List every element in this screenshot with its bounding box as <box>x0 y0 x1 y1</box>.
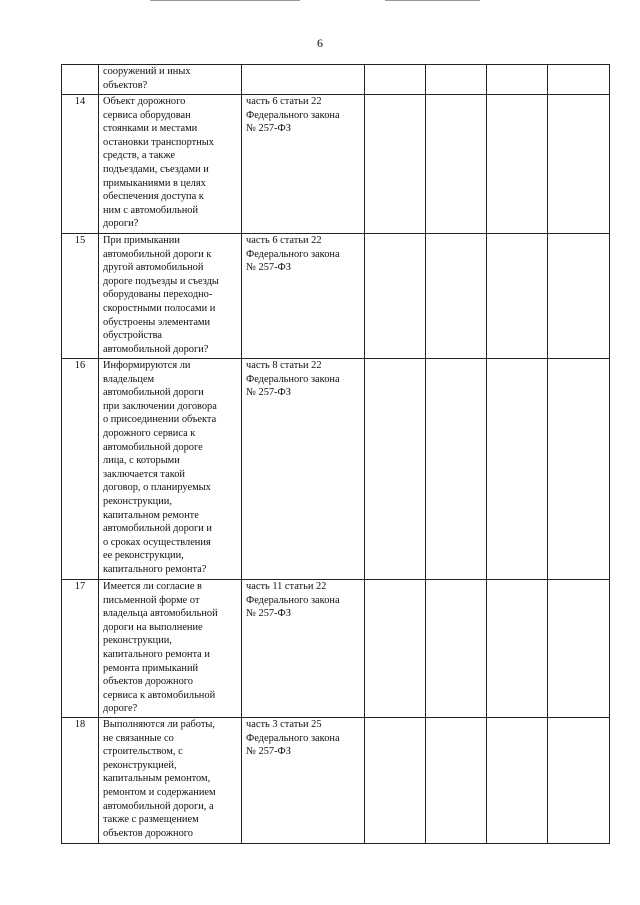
answer-cell <box>548 95 610 234</box>
legal-reference-cell: часть 11 статьи 22 Федерального закона № 257-ФЗ <box>242 580 365 718</box>
row-number: 15 <box>62 234 99 359</box>
row-number: 16 <box>62 359 99 580</box>
answer-cell <box>365 580 426 718</box>
table-row <box>62 234 610 359</box>
answer-cell <box>487 718 548 844</box>
answer-cell <box>426 580 487 718</box>
answer-cell <box>548 359 610 580</box>
answer-cell <box>365 65 426 95</box>
question-cell: При примыкании автомобильной дороги к другой автомобильной дороге подъезды и съезды оборудованы переходно- скоростными полосами и обустроены элементами обустройства автомобильной дороги? <box>99 234 242 359</box>
row-number: 14 <box>62 95 99 234</box>
scan-edge-mark-left <box>150 0 300 1</box>
checklist-table <box>61 64 610 844</box>
table-row <box>62 65 610 95</box>
answer-cell <box>365 95 426 234</box>
answer-cell <box>487 580 548 718</box>
answer-cell <box>365 234 426 359</box>
page-number: 6 <box>317 36 323 50</box>
question-cell: Выполняются ли работы, не связанные со строительством, с реконструкцией, капитальным ремонтом, ремонтом и содержанием автомобильной дороги, а также с размещением объектов дорожного <box>99 718 242 844</box>
answer-cell <box>426 718 487 844</box>
question-cell: сооружений и иных объектов? <box>99 65 242 95</box>
table-row <box>62 95 610 234</box>
legal-reference-cell: часть 3 статьи 25 Федерального закона № 257-ФЗ <box>242 718 365 844</box>
answer-cell <box>548 65 610 95</box>
question-cell: Имеется ли согласие в письменной форме от владельца автомобильной дороги на выполнение реконструкции, капитального ремонта и ремонта примыканий объектов дорожного сервиса к автомобильной дороге? <box>99 580 242 718</box>
answer-cell <box>548 718 610 844</box>
answer-cell <box>426 95 487 234</box>
answer-cell <box>426 234 487 359</box>
answer-cell <box>487 359 548 580</box>
answer-cell <box>548 234 610 359</box>
answer-cell <box>365 718 426 844</box>
table-row <box>62 359 610 580</box>
legal-reference-cell: часть 8 статьи 22 Федерального закона № 257-ФЗ <box>242 359 365 580</box>
legal-reference-cell: часть 6 статьи 22 Федерального закона № 257-ФЗ <box>242 95 365 234</box>
answer-cell <box>426 65 487 95</box>
legal-reference-cell: часть 6 статьи 22 Федерального закона № 257-ФЗ <box>242 234 365 359</box>
question-cell: Информируются ли владельцем автомобильной дороги при заключении договора о присоединении объекта дорожного сервиса к автомобильной дороге лица, с которыми заключается такой договор, о планируемых реконструкции, капитальном ремонте автомобильной дороги и о сроках осуществления ее реконструкции, капитального ремонта? <box>99 359 242 580</box>
table-row <box>62 718 610 844</box>
row-number <box>62 65 99 95</box>
answer-cell <box>487 234 548 359</box>
row-number: 17 <box>62 580 99 718</box>
answer-cell <box>365 359 426 580</box>
legal-reference-cell <box>242 65 365 95</box>
table-row <box>62 580 610 718</box>
answer-cell <box>426 359 487 580</box>
answer-cell <box>487 95 548 234</box>
answer-cell <box>548 580 610 718</box>
answer-cell <box>487 65 548 95</box>
row-number: 18 <box>62 718 99 844</box>
scan-edge-mark-right <box>385 0 480 1</box>
question-cell: Объект дорожного сервиса оборудован стоянками и местами остановки транспортных средств, а также подъездами, съездами и примыканиями в целях обеспечения доступа к ним с автомобильной дороги? <box>99 95 242 234</box>
